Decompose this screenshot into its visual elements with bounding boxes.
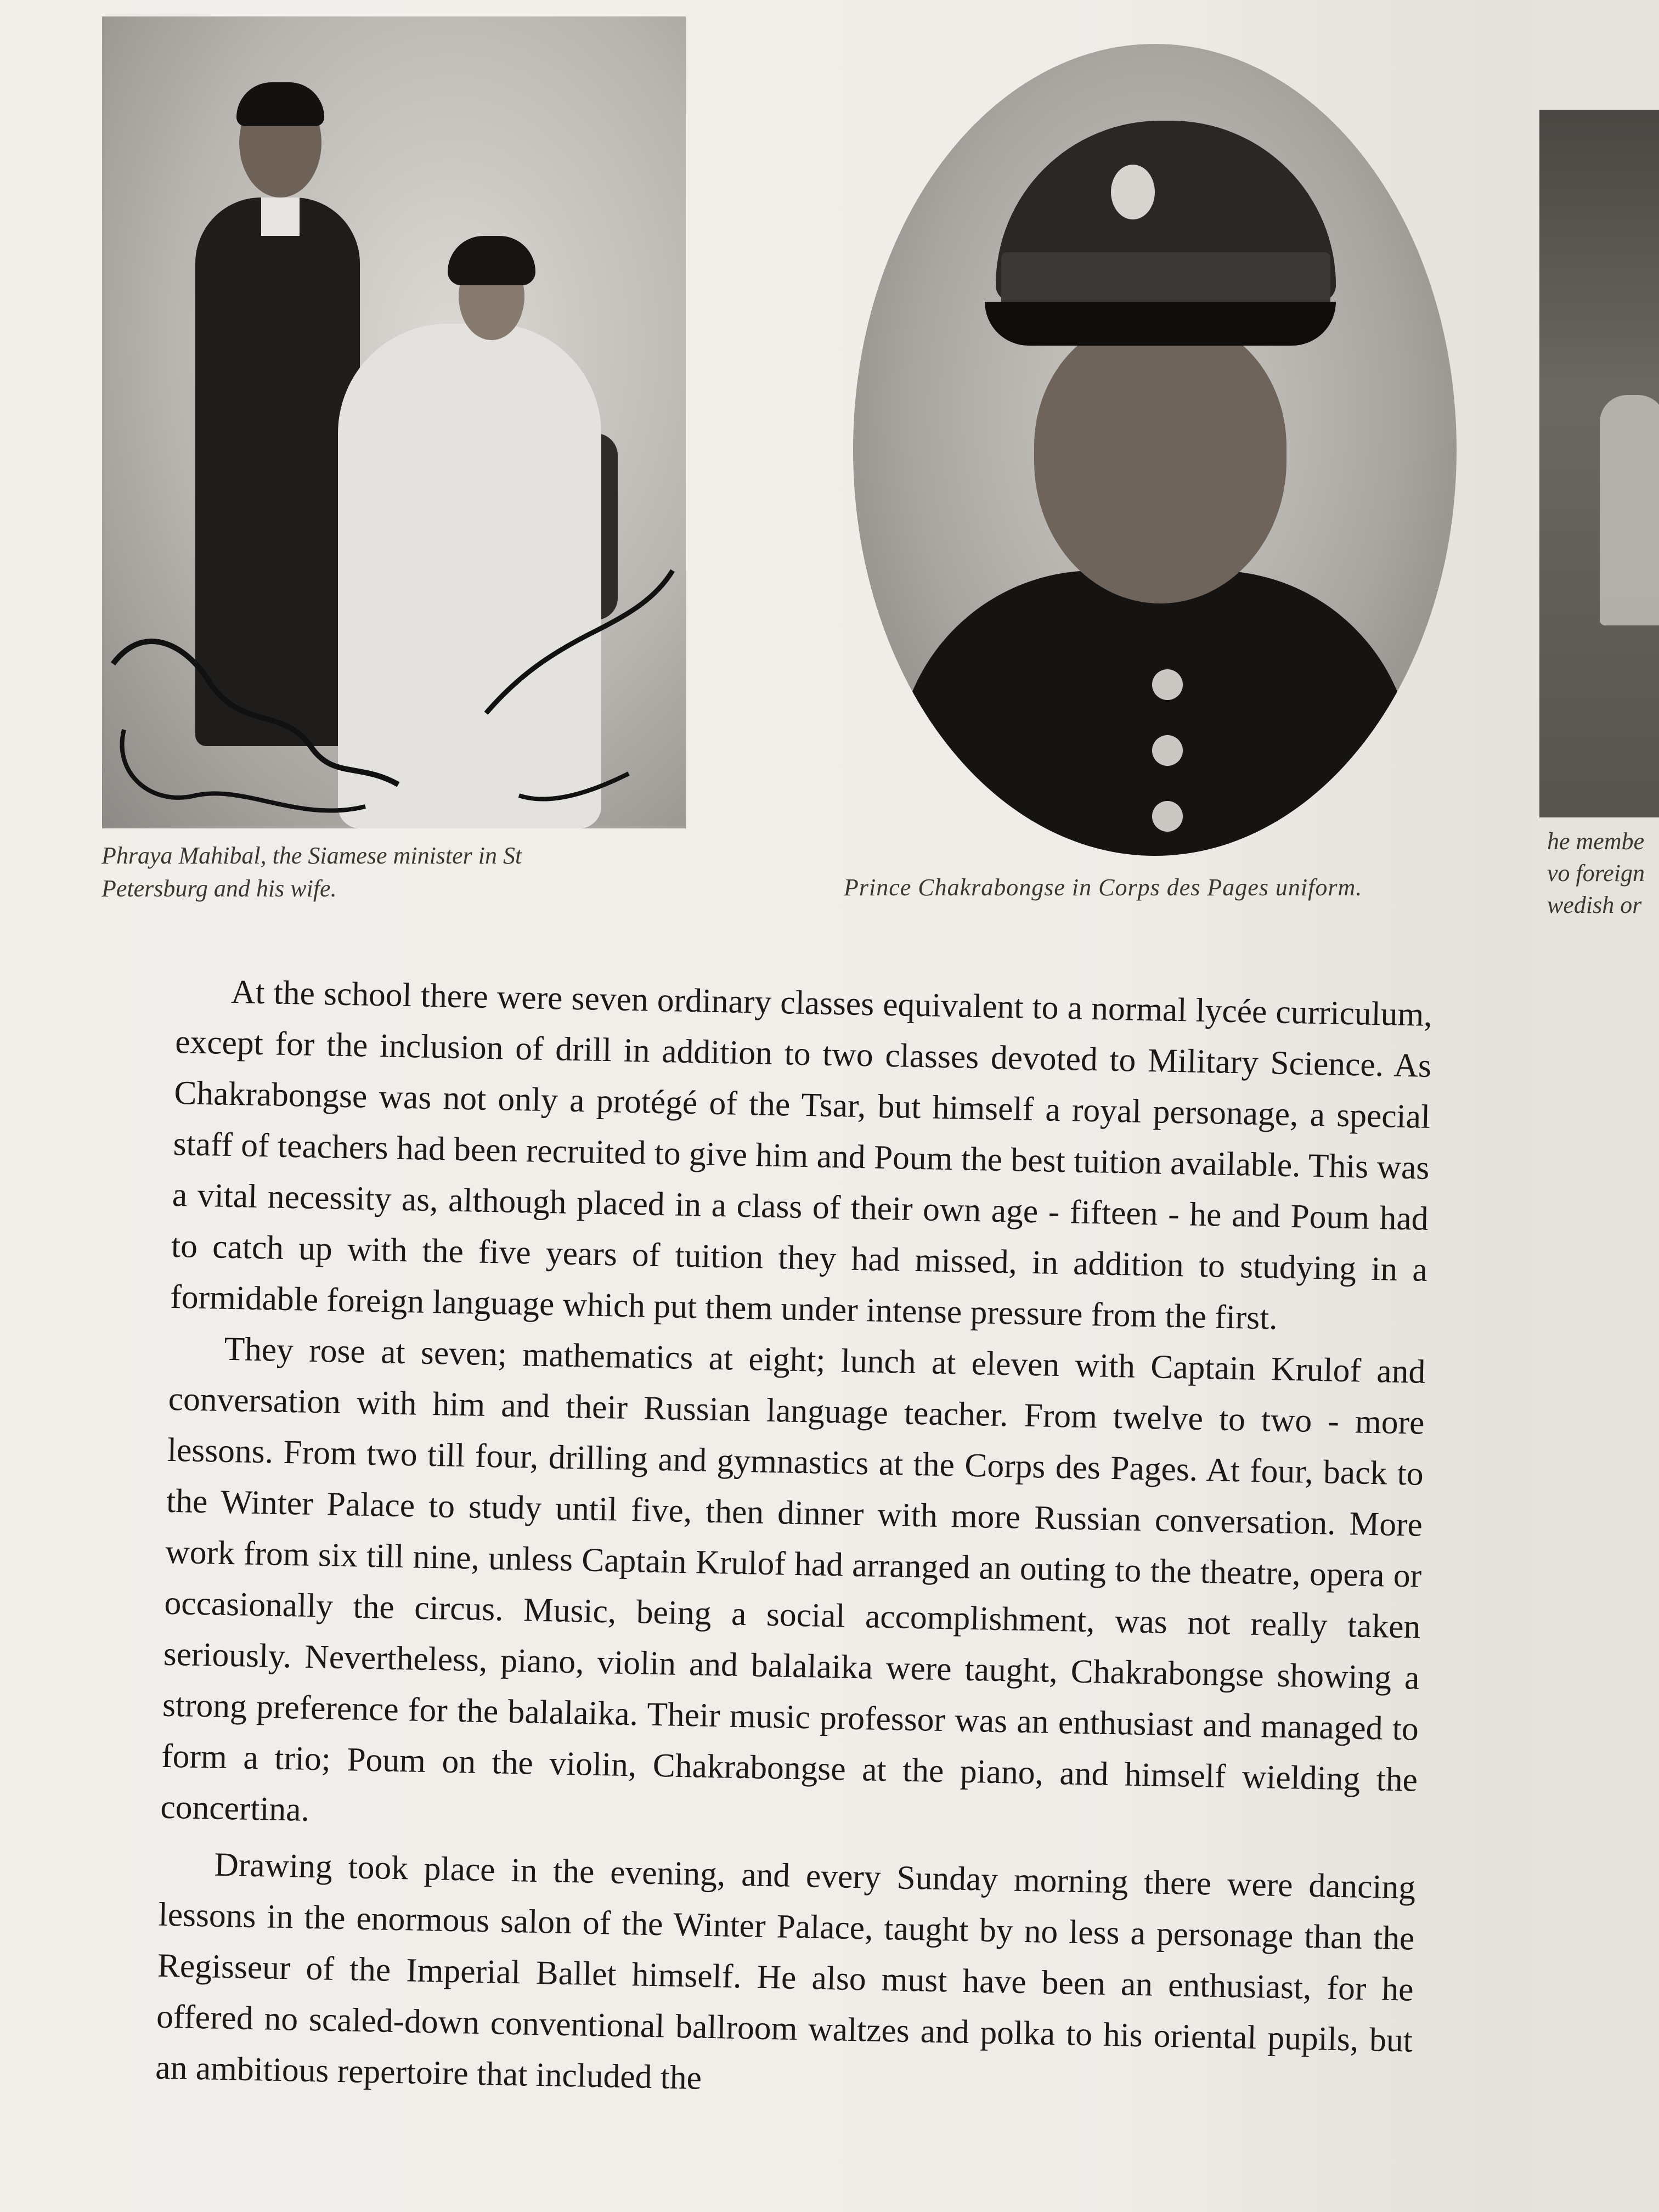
facing-photo-figure [1600, 395, 1659, 625]
photo-minister-and-wife [102, 16, 686, 828]
prince-face [1034, 318, 1286, 603]
tunic-button [1152, 801, 1183, 832]
photo1-caption [101, 839, 522, 905]
photo2-caption: Prince Chakrabongse in Corps des Pages uniform. [844, 874, 1363, 901]
tunic-button [1152, 735, 1183, 766]
photo1-caption-line2: Petersburg and his wife. [101, 875, 337, 902]
photo-prince-chakrabongse [853, 44, 1457, 856]
facing-caption-line1: he membe [1547, 828, 1645, 855]
facing-caption-line3: wedish or [1547, 891, 1642, 918]
cap-visor [985, 302, 1336, 346]
paragraph-3: Drawing took place in the evening, and every Sunday morning there were dancing lessons in the enormous salon of the Winter Palace, taught by no less a personage than the Regisseur of the Imperial Ballet himself. He also must have been an enthusiast, for he offered no scaled-down conventional ballroom waltzes and polka to his oriental pupils, but an ambitious repertoire that included the [155, 1846, 1416, 2097]
facing-page-edge [1531, 0, 1659, 2212]
paragraph-1: At the school there were seven ordinary classes equivalent to a normal lycée curriculum, except for the inclusion of drill in addition to two classes devoted to Military Science. As Chakrabongse was not only a protégé of the Tsar, but himself a royal personage, a special staff of teachers had been recruited to give him and Poum the best tuition available. This was a vital necessity as, although placed in a class of their own age - fifteen - he and Poum had to catch up with the five years of tuition they had missed, in addition to studying in a formidable foreign language which put them under intense pressure from the first. [170, 973, 1433, 1337]
paragraph-2: They rose at seven; mathematics at eight; lunch at eleven with Captain Krulof and conversation with him and their Russian language teacher. From twelve to two - more lessons. From two till four, drilling and gymnastics at the Corps des Pages. At four, back to the Winter Palace to study until five, then dinner with more Russian conversation. More work from six till nine, unless Captain Krulof had arranged an outing to the theatre, opera or occasionally the circus. Music, being a social accomplishment, was not really taken seriously. Nevertheless, piano, violin and balalaika were taught, Chakrabongse showing a strong preference for the balalaika. Their music professor was an enthusiast and managed to form a trio; Poum on the violin, Chakrabongse at the piano, and himself wielding the concertina. [160, 1330, 1426, 1829]
tunic-button [1152, 669, 1183, 700]
facing-page-caption [1547, 826, 1659, 921]
facing-caption-line2: vo foreign [1547, 860, 1645, 887]
handwritten-signatures [102, 16, 686, 828]
facing-page-photo [1539, 110, 1659, 817]
cap-badge [1111, 165, 1155, 219]
photo1-caption-line1: Phraya Mahibal, the Siamese minister in St [101, 842, 522, 869]
body-text [155, 966, 1433, 2118]
